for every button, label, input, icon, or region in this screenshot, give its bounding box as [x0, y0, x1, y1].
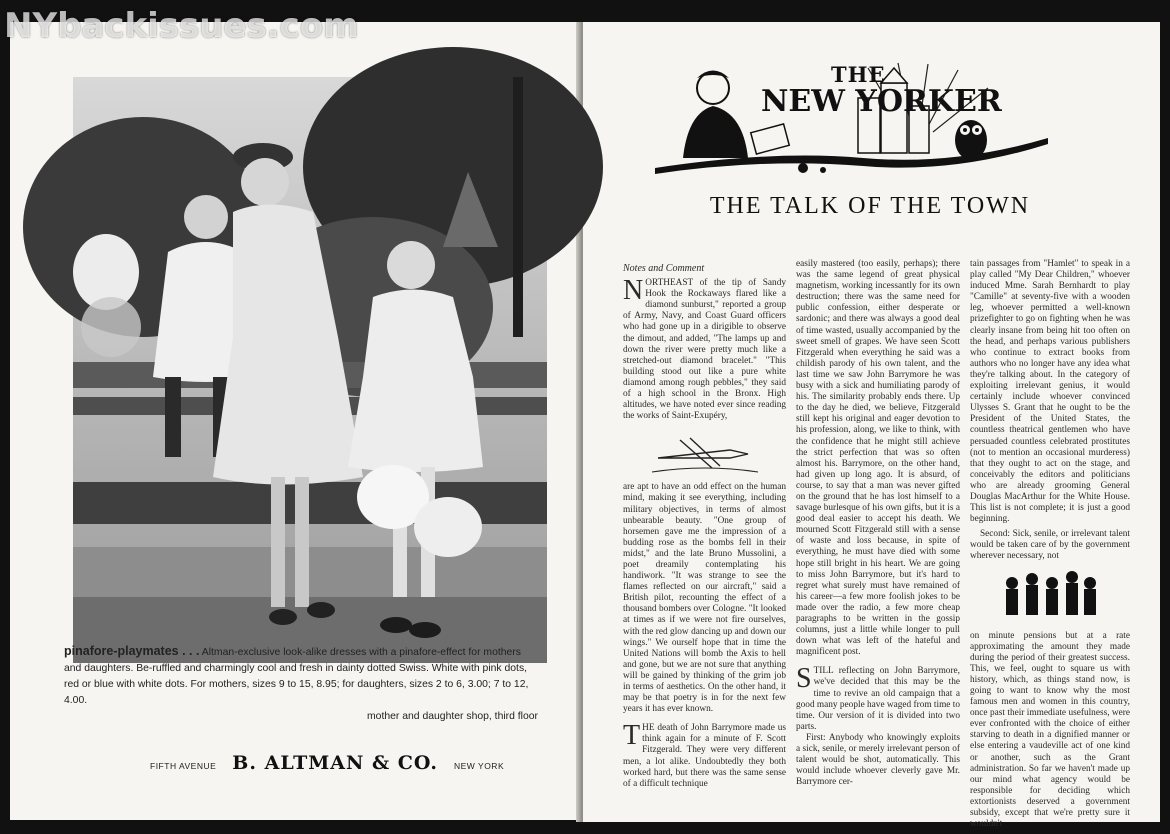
biplane-spot-drawing [650, 428, 760, 476]
paragraph: easily mastered (too easily, perhaps); there was the same legend of great physical magnetism, working incessantly for its own destruction; there was the same need for public confession, either desperate or sardonic; and there was always a good deal of time wasted, usually accompanied by the sweet smell of grapes. We have seen Scott Fitzgerald when everything he said was a childish parody of his own talent, and the last time we saw John Barrymore he was busy with a sick and humiliating parody of his. The similarity probably ends there. Up to the day he died, we believe, Fitzgerald still kept his original and eager devotion to his profession, along, we like to think, with the confidence that he might still achieve the strict perfection that was so often almost his. Barrymore, on the other hand, had given up long ago. It is absurd, of course, to say that a man was never gifted on the ground that he has lost himself to a savage burlesque of his own gifts, but it is a good deal easier to accept his death. We mourned Scott Fitzgerald still with a sense of waste and loss because, in spite of everything, he must have died with some hope still bright in his heart. We are going to miss John Barrymore, but it's hard to regret what surely must have remained of his career—a few more foolish jokes to be made over the radio, a few more cheap paragraphs to be written in the gossip columns, just a little while longer to pull down what was left of the hateful and magnificent post. [796, 259, 960, 658]
section-heading: Notes and Comment [623, 263, 705, 274]
ad-headline: pinafore-playmates . . . [64, 644, 200, 658]
paragraph: are apt to have an odd effect on the human mind, making it see everything, including military objectives, in terms of almost unbearable beauty. "One group of horsemen gave me the impression of a budding rose as the bombs fell in their midst," and the late Bruno Mussolini, a poet dreamily contemplating his handiwork. "It was strange to see the flames reflected on our aircraft," said a British pilot, recounting the effect of a thousand bombers over Cologne. "It looked at times as if we were not fire ourselves, with the red glow dancing up and down our wings." We ourself hope that in time the United Nations will bomb the Axis to hell and gone, but we are not sure that anything will be gained by thinking of the grim job in terms of aesthetics. On the other hand, it may be that poetry is in for the next few years it has ever known. [623, 482, 786, 715]
paragraph: ORTHEAST of the tip of Sandy Hook the Rockaways flared like a diamond sunburst," reported a group of Army, Navy, and Coast Guard officers who had gone up in a dirigible to observe the dimout, and added, "The lamps up and down the river were pretty much like a stretched-out diamond bracelet." "This building stood out like a pure white diamond among rough pebbles," they said of a high school in the Bronx. High altitudes, we have noted ever since reading the works of Saint-Exupéry, [623, 278, 786, 422]
watermark: NYbackissues.com [4, 6, 359, 46]
dropcap: T [623, 720, 641, 752]
paragraph: HE death of John Barrymore made us think again for a minute of F. Scott Fitzgerald. They were very different men, a lot alike. Undoubtedly they both worked hard, but there was the same sense of a difficult technique [623, 723, 786, 789]
column-1 [623, 263, 786, 789]
masthead-the: THE [831, 62, 886, 87]
dropcap: N [623, 275, 644, 307]
ad-last-line: mother and daughter shop, third floor [367, 711, 538, 722]
crowd-spot-drawing [1000, 569, 1100, 625]
paragraph: tain passages from "Hamlet" to speak in a play called "My Dear Children," whoever induced Mme. Sarah Bernhardt to play "Camille" at seventy-five with a wooden leg, whoever permitted a well-known prizefighter to go on fighting when he was clearly insane from being hit too often on the head, and perhaps various publishers who continue to extract books from authors who no longer have any idea what they're talking about. In the category of exploiting irrelevant genius, it would certainly include whoever convinced Ulysses S. Grant that he ought to be the President of the United States, the countless theatrical gentlemen who have persuaded countless celebrated prostitutes (not to mention an occasional murderess) that they ought to act on the stage, and conceivably the editors and politicians who are already grooming General Douglas MacArthur for the White House. This list is not complete; it is just a good beginning. [970, 259, 1130, 525]
masthead-title: NEW YORKER [761, 84, 1002, 119]
ad-copy [64, 643, 538, 725]
paragraph: First: Anybody who knowingly exploits a sick, senile, or merely irrelevant person of talent would be shot, automatically. This would include whoever cleverly gave Mr. Barrymore cer- [796, 732, 960, 788]
paragraph: on minute pensions but at a rate approximating the amount they made during the period of their greatest success. This, we feel, ought to square us with history, which, as things stand now, is going to want to know why the most famous men and women in this country, once past their immediate usefulness, were ever confronted with the choice of either starving to death in a dignified manner or else entering a vaudeville act of one kind or another, such as the Grant administration. So far we haven't made up our mind what agency would be responsible for deciding which extortionists deserved a government subsidy, except that we're pretty sure it wouldn't [970, 630, 1130, 830]
ad-body: Altman-exclusive look-alike dresses with a pinafore-effect for mothers and daughters. Be-ruffled and charmingly cool and fresh in dainty dotted Swiss. White with pink dots, red or blue with white dots. For mothers, sizes 9 to 15, 8.95; for daughters, sizes 2 to 6, 3.00; 7 to 12, 4.00. [64, 647, 529, 706]
column-2 [796, 259, 960, 789]
column-3 [970, 259, 1130, 830]
dropcap: S [796, 663, 812, 695]
ad-location-left: FIFTH AVENUE [150, 761, 217, 771]
ad-photograph [73, 77, 547, 663]
paragraph: TILL reflecting on John Barrymore, we've decided that this may be the time to revive an old campaign that a good many people have waged from time to time. Our version of it is divided into two parts. [796, 666, 960, 732]
section-title: THE TALK OF THE TOWN [709, 193, 1031, 219]
ad-signature [150, 752, 530, 774]
owl-icon [955, 120, 987, 160]
ad-location-right: NEW YORK [453, 761, 505, 771]
masthead [653, 58, 1043, 198]
ad-brand: B. ALTMAN & CO. [232, 752, 438, 774]
paragraph: Second: Sick, senile, or irrelevant talent would be taken care of by the government wherever necessary, not [970, 529, 1130, 562]
